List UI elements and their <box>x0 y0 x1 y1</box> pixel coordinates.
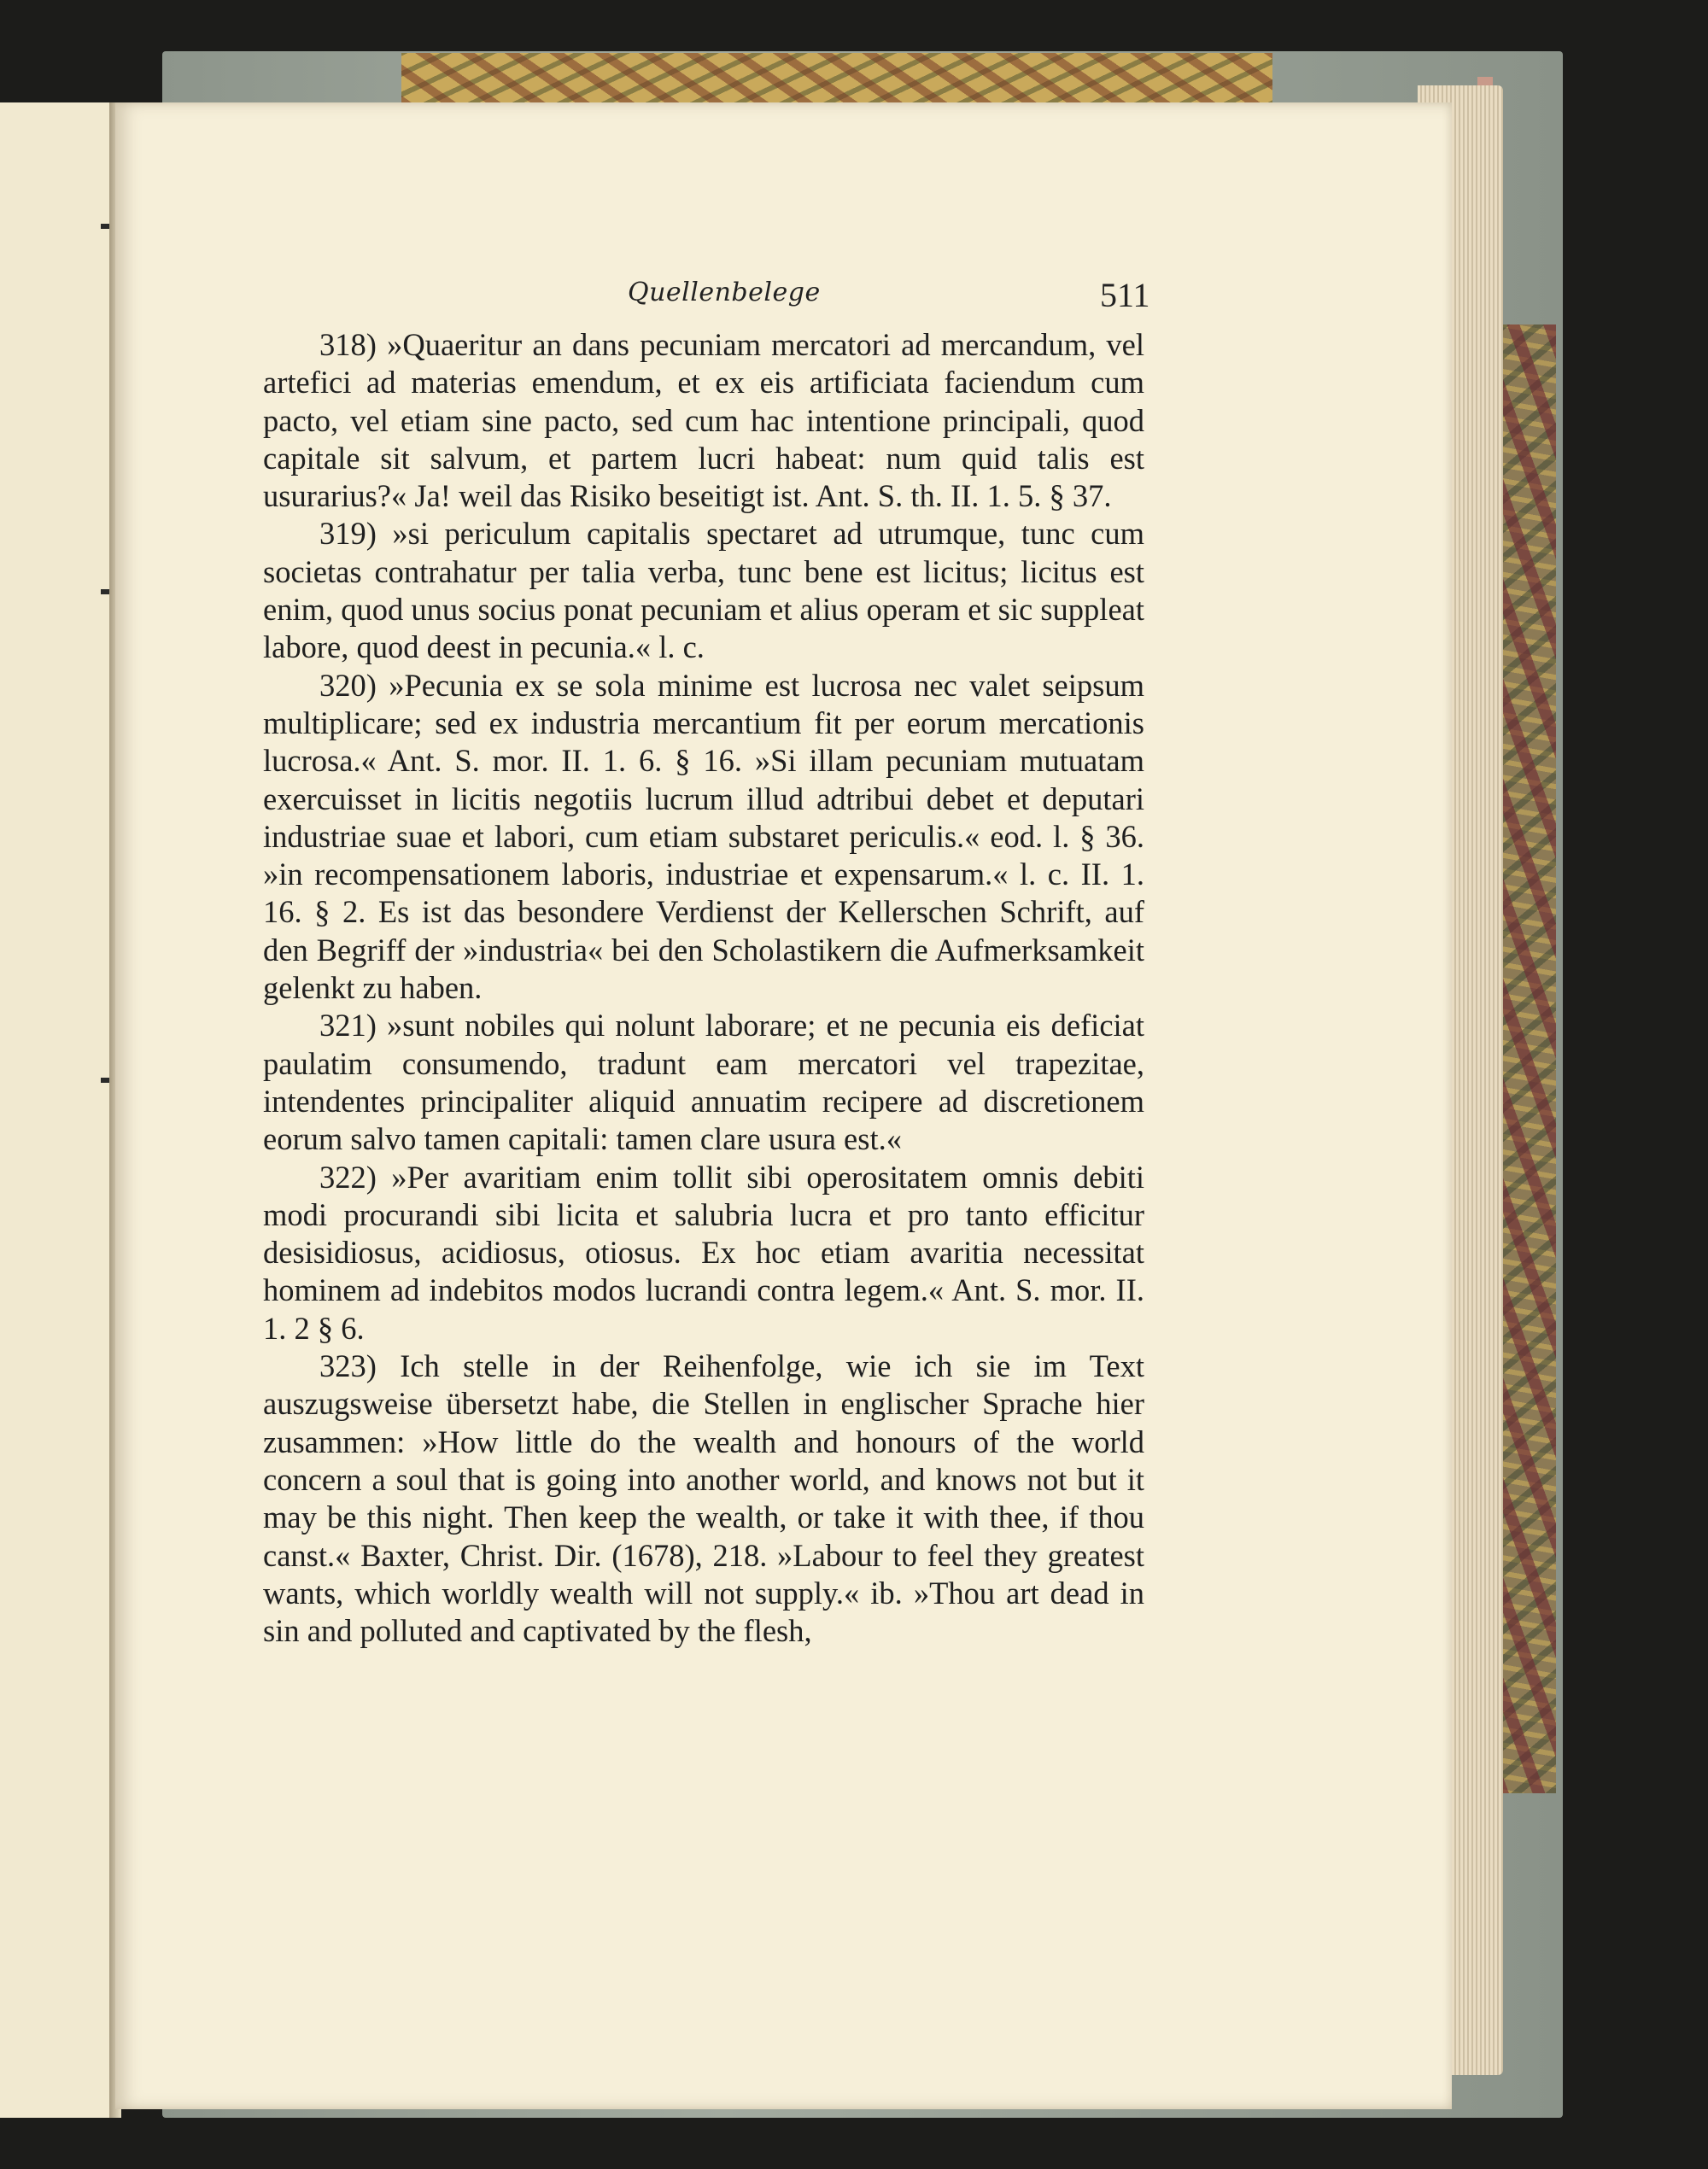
running-title: Quellenbelege <box>628 278 821 307</box>
marbled-endpaper-right <box>1496 324 1556 1793</box>
margin-mark <box>101 589 109 594</box>
margin-mark <box>101 1078 109 1083</box>
footnotes-text <box>263 326 1144 1650</box>
footnote-323: 323) Ich stelle in der Reihenfolge, wie ich sie im Text auszugsweise übersetzt habe, die Stellen in englischer Sprache hier zusammen: »How little do the wealth and honours of the world concern a soul that is going into another world, and knows not but it may be this night. Then keep the wealth, or take it with thee, if thou canst.« Baxter, Christ. Dir. (1678), 218. »Labour to feel they greatest wants, which worldly wealth will not supply.« ib. »Thou art dead in sin and polluted and captivated by the flesh, <box>263 1348 1144 1649</box>
footnote-320: 320) »Pecunia ex se sola minime est lucrosa nec valet seipsum multiplicare; sed ex industria mercantium fit per eorum mercationis lucrosa.« Ant. S. mor. II. 1. 6. § 16. »Si illam pecuniam mutuatam exercuisset in licitis negotiis lucrum illud adtribui debet et deputari industriae suae et labori, cum etiam substaret periculis.« eod. l. § 36. »in recompensationem laboris, industriae et expensarum.« l. c. II. 1. 16. § 2. Es ist das besondere Verdienst der Kellerschen Schrift, auf den Begriff der »industria« bei den Scholastikern die Aufmerksamkeit gelenkt zu haben. <box>263 667 1144 1006</box>
footnote-322: 322) »Per avaritiam enim tollit sibi operositatem omnis debiti modi procurandi sibi licita et salubria lucra et pro tanto efficitur desisidiosus, acidiosus, otiosus. Ex hoc etiam avaritia necessitat hominem ad indebitos modos lucrandi contra legem.« Ant. S. mor. II. 1. 2 § 6. <box>263 1159 1144 1346</box>
previous-page <box>0 102 115 2118</box>
margin-mark <box>101 224 109 229</box>
footnote-318: 318) »Quaeritur an dans pecuniam mercatori ad mercandum, vel artefici ad materias emendum, et ex eis artificiata faciendum cum pacto, vel etiam sine pacto, sed cum hac intentione principali, quod capitale sit salvum, et partem lucri habeat: num quid talis est usurarius?« Ja! weil das Risiko beseitigt ist. Ant. S. th. II. 1. 5. § 37. <box>263 327 1144 514</box>
footnote-321: 321) »sunt nobiles qui nolunt laborare; et ne pecunia eis deficiat paulatim consumendo, tradunt eam mercatori vel trapezitae, intendentes principaliter aliquid annuatim recipere ad discretionem eorum salvo tamen capitali: tamen clare usura est.« <box>263 1008 1144 1157</box>
footnote-319: 319) »si periculum capitalis spectaret ad utrumque, tunc cum societas contrahatur per talia verba, tunc bene est licitus; licitus est enim, quod unus socius ponat pecuniam et alius operam et sic suppleat labore, quod deest in pecunia.« l. c. <box>263 516 1144 665</box>
marbled-endpaper-top <box>401 53 1272 106</box>
page-number: 511 <box>1100 276 1150 314</box>
